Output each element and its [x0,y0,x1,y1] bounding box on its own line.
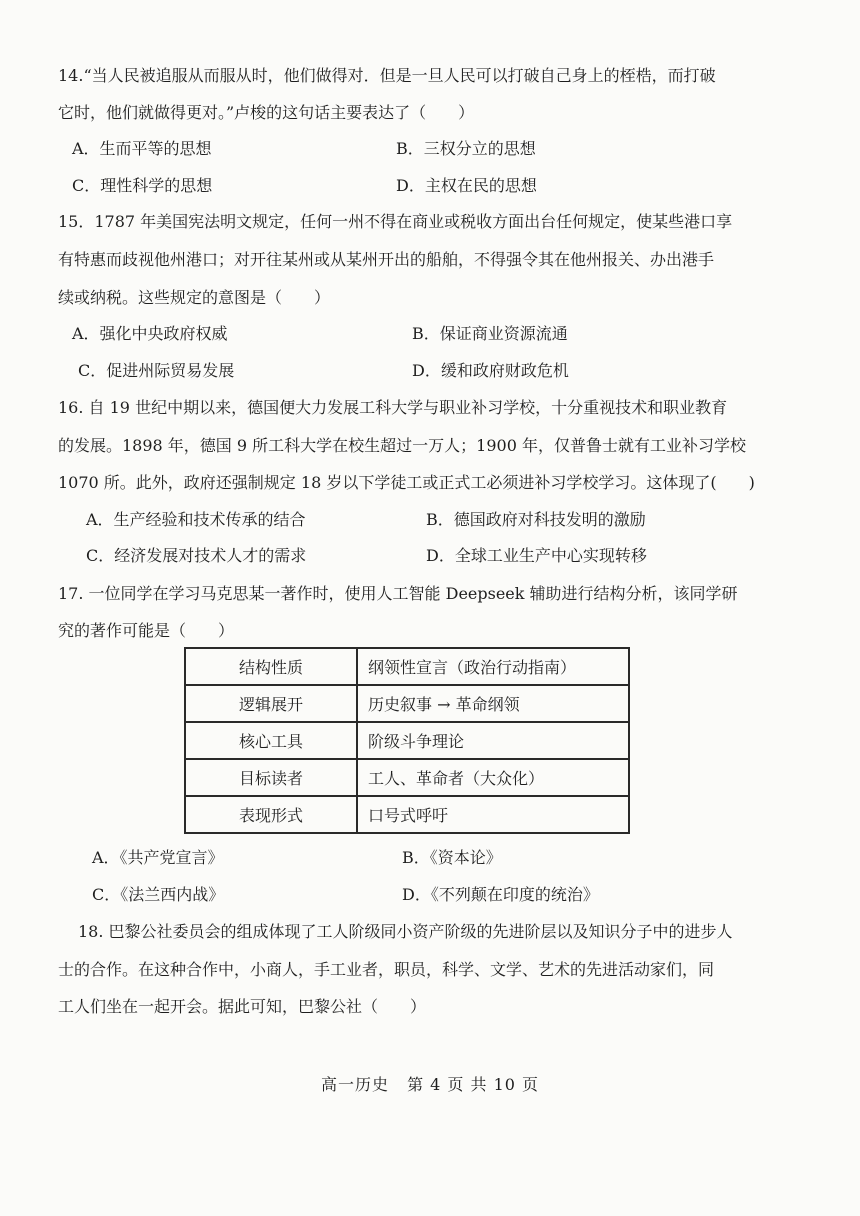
q17-option-c: C．《法兰西内战》 [92,885,225,904]
table-row [185,648,629,685]
footer-page-number: 第 4 页 共 10 页 [407,1075,540,1094]
q17-stem-line-2: 究的著作可能是（ ） [58,621,235,640]
q15-option-c: C．促进州际贸易发展 [78,361,235,380]
q14-option-c: C．理性科学的思想 [72,176,213,195]
q18-stem-line-1: 18. 巴黎公社委员会的组成体现了工人阶级同小资产阶级的先进阶层以及知识分子中的进步人 [78,922,733,941]
page-footer [0,1072,860,1095]
q16-option-b: B．德国政府对科技发明的激励 [426,510,646,529]
q17-option-b: B．《资本论》 [402,848,502,867]
table-value-cell: 历史叙事 → 革命纲领 [357,685,629,722]
q14-option-d: D．主权在民的思想 [396,176,537,195]
table-value-cell: 纲领性宣言（政治行动指南） [357,648,629,685]
q17-stem-line-1: 17. 一位同学在学习马克思某一著作时，使用人工智能 Deepseek 辅助进行结构分析，该同学研 [58,584,738,603]
q17-option-a: A．《共产党宣言》 [92,848,224,867]
table-key-cell: 结构性质 [185,648,357,685]
q16-stem-line-2: 的发展。1898 年，德国 9 所工科大学在校生超过一万人；1900 年，仅普鲁士就有工业补习学校 [58,436,746,455]
table-value-cell: 阶级斗争理论 [357,722,629,759]
q14-stem-line-1: 14.“当人民被追服从而服从时，他们做得对．但是一旦人民可以打破自己身上的桎梏，而打破 [58,66,716,85]
q16-stem-line-1: 16. 自 19 世纪中期以来，德国便大力发展工科大学与职业补习学校，十分重视技术和职业教育 [58,398,728,417]
q15-stem-line-2: 有特惠而歧视他州港口；对开往某州或从某州开出的船舶，不得强令其在他州报关、办出港手 [58,250,715,269]
table-row [185,685,629,722]
q16-option-a: A．生产经验和技术传承的结合 [86,510,306,529]
table-key-cell: 核心工具 [185,722,357,759]
q15-option-a: A．强化中央政府权威 [72,324,228,343]
q18-stem-line-3: 工人们坐在一起开会。据此可知，巴黎公社（ ） [58,997,427,1016]
table-value-cell: 工人、革命者（大众化） [357,759,629,796]
table-row [185,759,629,796]
footer-subject: 高一历史 [320,1075,389,1094]
table-value-cell: 口号式呼吁 [357,796,629,833]
q14-option-b: B．三权分立的思想 [396,139,536,158]
q15-stem-line-1: 15．1787 年美国宪法明文规定，任何一州不得在商业或税收方面出台任何规定，使某些港口享 [58,212,733,231]
table-row [185,796,629,833]
table-key-cell: 逻辑展开 [185,685,357,722]
q14-stem-line-2: 它时，他们就做得更对。”卢梭的这句话主要表达了（ ） [58,103,475,122]
q18-stem-line-2: 士的合作。在这种合作中，小商人，手工业者，职员，科学、文学、艺术的先进活动家们，同 [58,960,715,979]
q16-option-d: D．全球工业生产中心实现转移 [426,546,647,565]
table-row [185,722,629,759]
q16-stem-line-3: 1070 所。此外，政府还强制规定 18 岁以下学徒工或正式工必须进补习学校学习。这体现了( ) [58,473,755,492]
q14-option-a: A．生而平等的思想 [72,139,212,158]
table-key-cell: 表现形式 [185,796,357,833]
table-key-cell: 目标读者 [185,759,357,796]
q17-option-d: D．《不列颠在印度的统治》 [402,885,599,904]
q15-option-d: D．缓和政府财政危机 [412,361,569,380]
q15-stem-line-3: 续或纳税。这些规定的意图是（ ） [58,288,331,307]
q17-structure-table [184,647,630,834]
q15-option-b: B．保证商业资源流通 [412,324,568,343]
q16-option-c: C．经济发展对技术人才的需求 [86,546,307,565]
